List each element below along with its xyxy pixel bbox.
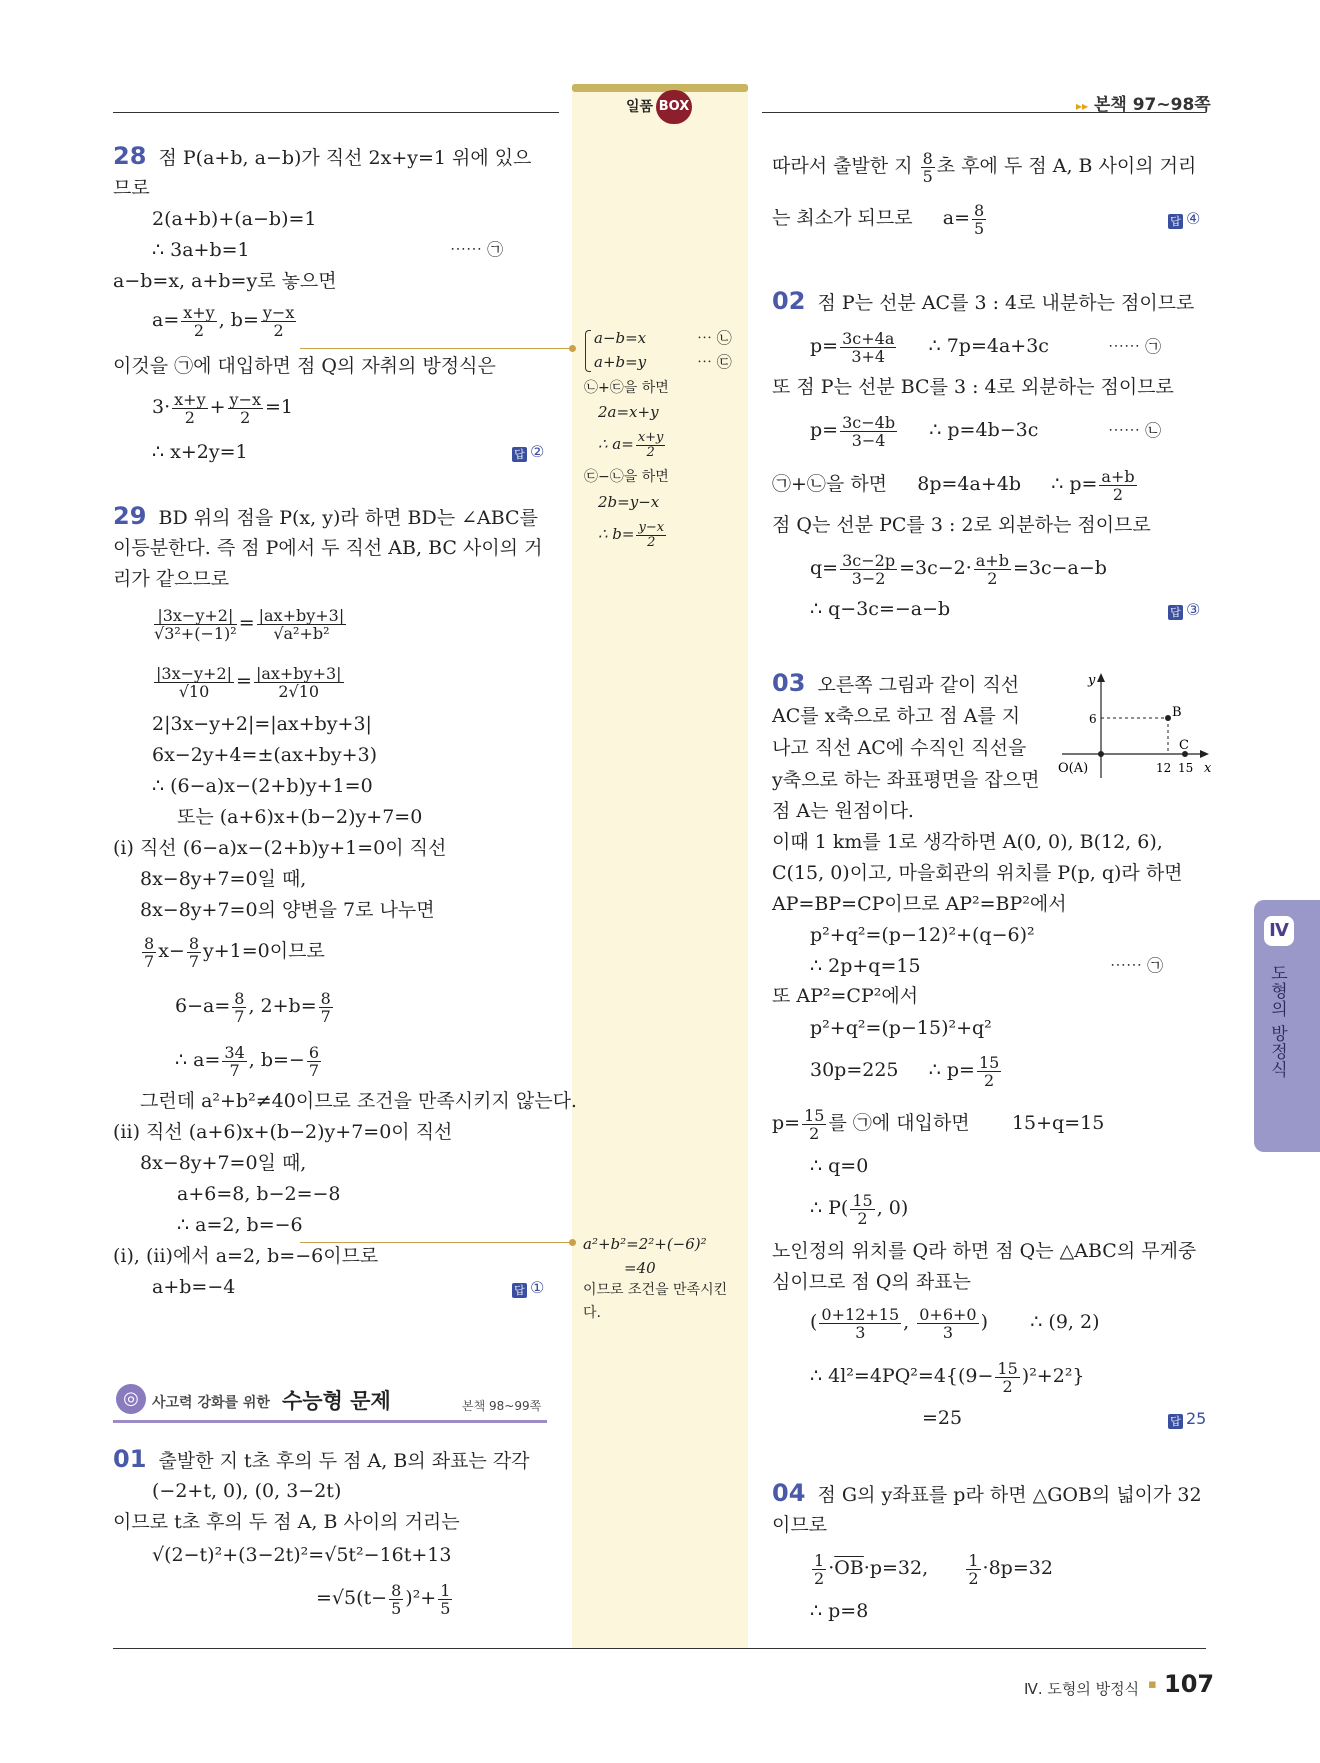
- p29-line19: (i), (ii)에서 a=2, b=−6이므로: [113, 1245, 379, 1267]
- p29-line4: 2|3x−y+2|=|ax+by+3|: [152, 713, 372, 735]
- side2-s1: a²+b²=2²+(−6)²: [583, 1235, 707, 1253]
- section-big: 수능형 문제: [282, 1389, 391, 1413]
- q03-line19: ( $\frac{0+12+15}{3}$ , $\frac{0+6+0}{3}$ ) ∴ (9, 2): [810, 1304, 1100, 1342]
- y-axis-arrow: [1097, 673, 1105, 682]
- chapter-tab-text: 도형의 방정식: [1267, 964, 1287, 1079]
- side1-s8: ∴ b= $\frac{y-x}{2}$: [598, 519, 665, 550]
- fig-c-label: C: [1179, 738, 1189, 753]
- side2-s4: 다.: [583, 1305, 601, 1321]
- q03-line15: ∴ q=0: [810, 1155, 869, 1177]
- p29-line8: (i) 직선 (6−a)x−(2+b)y+1=0이 직선: [113, 837, 447, 859]
- connector-dot-1: [569, 345, 576, 352]
- side1-s2m: ⋯ ㉢: [697, 353, 732, 371]
- x-axis-arrow: [1200, 750, 1209, 758]
- q03-line5: 점 A는 원점이다.: [772, 800, 914, 822]
- q03-line4: y축으로 하는 좌표평면을 잡으면: [772, 769, 1040, 791]
- fig-o-label: O(A): [1058, 761, 1089, 776]
- p29-line10: 8x−8y+7=0의 양변을 7로 나누면: [140, 899, 435, 921]
- connector-line-2: [300, 1242, 574, 1243]
- fig-x-label: x: [1204, 761, 1212, 776]
- p28-line7: 이것을 ㉠에 대입하면 점 Q의 자취의 방정식은: [113, 355, 496, 377]
- fig-six-label: 6: [1089, 712, 1097, 726]
- q03-line10: ∴ 2p+q=15: [810, 955, 921, 977]
- side1-s6: ㉢−㉡을 하면: [584, 469, 669, 485]
- q03-line9: p²+q²=(p−12)²+(q−6)²: [810, 924, 1035, 946]
- p29-line9: 8x−8y+7=0일 때,: [140, 868, 307, 890]
- p29-line20: a+b=−4: [152, 1276, 236, 1298]
- p29-line17: a+6=8, b−2=−8: [177, 1183, 341, 1205]
- q03-coordinate-figure: [1054, 668, 1214, 790]
- q03-line20: ∴ 4l²=4PQ²=4{(9− $\frac{15}{2}$ )²+2²}: [810, 1358, 1085, 1396]
- q01-r2: 는 최소가 되므로 a= $\frac{8}{5}$: [772, 200, 985, 238]
- q02-line4: p= $\frac{3c-4b}{3-4}$ ∴ p=4b−3c: [810, 412, 1039, 450]
- p29-line18: ∴ a=2, b=−6: [177, 1214, 303, 1236]
- p28-line6: a= $\frac{x+y}{2}$ , b= $\frac{y-x}{2}$: [152, 302, 295, 340]
- q02-line6: 점 Q는 선분 PC를 3 : 2로 외분하는 점이므로: [772, 514, 1151, 536]
- q01-line1: 01 출발한 지 t초 후의 두 점 A, B의 좌표는 각각: [113, 1445, 530, 1473]
- q02-mark1: ⋯⋯ ㉠: [1108, 337, 1162, 356]
- q02-line8: ∴ q−3c=−a−b: [810, 598, 951, 620]
- footer-rule: [113, 1648, 1206, 1649]
- p28-line2: 므로: [113, 177, 150, 199]
- p28-line8: 3· $\frac{x+y}{2}$ + $\frac{y-x}{2}$ =1: [152, 389, 294, 427]
- p29-line11: $\frac{8}{7}$ x− $\frac{8}{7}$ y+1=0이므로: [144, 933, 325, 971]
- side1-s4: 2a=x+y: [598, 403, 659, 421]
- p28-mark1: ⋯⋯ ㉠: [450, 240, 504, 259]
- ilpum-box-strip: [572, 84, 748, 1649]
- q04-line4: ∴ p=8: [810, 1600, 869, 1622]
- p29-line6: ∴ (6−a)x−(2+b)y+1=0: [152, 775, 373, 797]
- target-icon: ◎: [116, 1384, 146, 1414]
- point-a: [1098, 751, 1104, 757]
- q03-line8: AP=BP=CP이므로 AP²=BP²에서: [772, 893, 1067, 915]
- box-badge: BOX: [656, 90, 692, 124]
- q03-line21: =25: [922, 1407, 963, 1429]
- p29-line12: 6−a= $\frac{8}{7}$ , 2+b= $\frac{8}{7}$: [175, 988, 331, 1026]
- chapter-tab-roman: Ⅳ: [1264, 916, 1294, 946]
- q01-line5: =√5(t− $\frac{8}{5}$ )²+ $\frac{1}{5}$: [316, 1580, 451, 1618]
- p29-line3: 리가 같으므로: [113, 568, 230, 590]
- side2-s2: =40: [624, 1259, 656, 1277]
- p28-line3: 2(a+b)+(a−b)=1: [152, 208, 317, 230]
- fig-fifteen-label: 15: [1178, 761, 1194, 775]
- q04-line3: $\frac{1}{2}$ $\cdot\overline{OB}\cdot p=32$, $\frac{1}{2}$ ·8p=32: [814, 1550, 1053, 1588]
- q04-line2: 이므로: [772, 1514, 828, 1536]
- side1-s1m: ⋯ ㉡: [697, 329, 732, 347]
- p28-line5: a−b=x, a+b=y로 놓으면: [113, 270, 337, 292]
- q03-line7: C(15, 0)이고, 마을회관의 위치를 P(p, q)라 하면: [772, 862, 1183, 884]
- p28-answer: 답 ②: [512, 442, 544, 462]
- q01-answer: 답 ④: [1168, 209, 1200, 229]
- p29-eq2: $\frac{|3x-y+2|}{√10}$ = $\frac{|ax+by+3|}{2√10}$: [156, 663, 342, 701]
- p29-line13: ∴ a= $\frac{34}{7}$ , b=− $\frac{6}{7}$: [175, 1042, 320, 1080]
- p29-line16: 8x−8y+7=0일 때,: [140, 1152, 307, 1174]
- connector-dot-2: [569, 1239, 576, 1246]
- q03-line3: 나고 직선 AC에 수직인 직선을: [772, 737, 1027, 759]
- p29-line14: 그런데 a²+b²≠40이므로 조건을 만족시키지 않는다.: [140, 1090, 577, 1112]
- p29-line1: 29 BD 위의 점을 P(x, y)라 하면 BD는 ∠ABC를: [113, 502, 538, 530]
- p28-line9: ∴ x+2y=1: [152, 441, 248, 463]
- p29-eq1: $\frac{|3x-y+2|}{\text{√3²+(−1)²}}$ = $\frac{|ax+by+3|}{\text{√a²+b²}}$: [154, 605, 345, 643]
- q03-line18: 심이므로 점 Q의 좌표는: [772, 1271, 971, 1293]
- q04-line1: 04 점 G의 y좌표를 p라 하면 △GOB의 넓이가 32: [772, 1479, 1202, 1507]
- q01-line3: 이므로 t초 후의 두 점 A, B 사이의 거리는: [113, 1511, 460, 1533]
- q01-line2: (−2+t, 0), (0, 3−2t): [152, 1480, 342, 1502]
- section-ref: 본책 98~99쪽: [462, 1399, 542, 1413]
- fig-b-label: B: [1172, 705, 1182, 720]
- q03-line16: ∴ P( $\frac{15}{2}$ , 0): [810, 1190, 909, 1228]
- side1-brace: [585, 330, 591, 372]
- side1-s5: ∴ a= $\frac{x+y}{2}$: [598, 429, 664, 460]
- side1-s2: a+b=y: [594, 353, 647, 371]
- side1-s1: a−b=x: [594, 329, 647, 347]
- side1-s7: 2b=y−x: [598, 493, 660, 511]
- fig-twelve-label: 12: [1156, 761, 1172, 775]
- q03-line12: p²+q²=(p−15)²+q²: [810, 1017, 992, 1039]
- q02-line2: p= $\frac{3c+4a}{3+4}$ ∴ 7p=4a+3c: [810, 328, 1049, 366]
- q01-r1: 따라서 출발한 지 $\frac{8}{5}$ 초 후에 두 점 A, B 사이의 거리: [772, 148, 1197, 186]
- q02-line3: 또 점 P는 선분 BC를 3 : 4로 외분하는 점이므로: [772, 376, 1174, 398]
- q01-line4: √(2−t)²+(3−2t)²=√5t²−16t+13: [152, 1544, 452, 1566]
- q02-mark2: ⋯⋯ ㉡: [1108, 421, 1162, 440]
- q03-mark1: ⋯⋯ ㉠: [1110, 956, 1164, 975]
- q02-line7: q= $\frac{3c-2p}{3-2}$ =3c−2· $\frac{a+b}{2}$ =3c−a−b: [810, 550, 1107, 588]
- section-small: 사고력 강화를 위한: [152, 1395, 270, 1411]
- p29-line2: 이등분한다. 즉 점 P에서 두 직선 AB, BC 사이의 거: [113, 537, 543, 559]
- p28-line1: 28 점 P(a+b, a−b)가 직선 2x+y=1 위에 있으: [113, 142, 532, 170]
- q02-line1: 02 점 P는 선분 AC를 3 : 4로 내분하는 점이므로: [772, 287, 1195, 315]
- q03-answer: 답 25: [1168, 1409, 1206, 1429]
- footer-sep: ▪: [1148, 1677, 1157, 1692]
- page-ref: ▸▸ 본책 97~98쪽: [1076, 95, 1211, 115]
- p29-line5: 6x−2y+4=±(ax+by+3): [152, 744, 378, 766]
- box-label: 일품: [626, 99, 654, 115]
- q03-line14: p= $\frac{15}{2}$ 를 ㉠에 대입하면 15+q=15: [772, 1105, 1105, 1143]
- footer-chapter: Ⅳ. 도형의 방정식: [1024, 1680, 1140, 1698]
- q03-line1: 03 오른쪽 그림과 같이 직선: [772, 669, 1020, 697]
- point-b: [1165, 715, 1171, 721]
- q03-line17: 노인정의 위치를 Q라 하면 점 Q는 △ABC의 무게중: [772, 1240, 1197, 1262]
- p29-line15: (ii) 직선 (a+6)x+(b−2)y+7=0이 직선: [113, 1121, 453, 1143]
- q03-line6: 이때 1 km를 1로 생각하면 A(0, 0), B(12, 6),: [772, 831, 1163, 853]
- fig-y-label: y: [1088, 673, 1096, 688]
- q02-answer: 답 ③: [1168, 600, 1200, 620]
- p28-line4: ∴ 3a+b=1: [152, 239, 250, 261]
- connector-line-1: [300, 348, 574, 349]
- side1-s3: ㉡+㉢을 하면: [584, 380, 669, 396]
- q03-line11: 또 AP²=CP²에서: [772, 985, 919, 1007]
- header-rule-left: [113, 112, 559, 113]
- footer-page-number: 107: [1164, 1670, 1215, 1698]
- p29-answer: 답 ①: [512, 1278, 544, 1298]
- side2-s3: 이므로 조건을 만족시킨: [583, 1282, 728, 1298]
- box-strip-top-bar: [572, 84, 748, 92]
- q03-line2: AC를 x축으로 하고 점 A를 지: [772, 705, 1021, 727]
- q02-line5: ㉠+㉡을 하면 8p=4a+4b ∴ p= $\frac{a+b}{2}$: [772, 466, 1135, 504]
- q03-line13: 30p=225 ∴ p= $\frac{15}{2}$: [810, 1052, 1000, 1090]
- p29-line7: 또는 (a+6)x+(b−2)y+7=0: [177, 806, 423, 828]
